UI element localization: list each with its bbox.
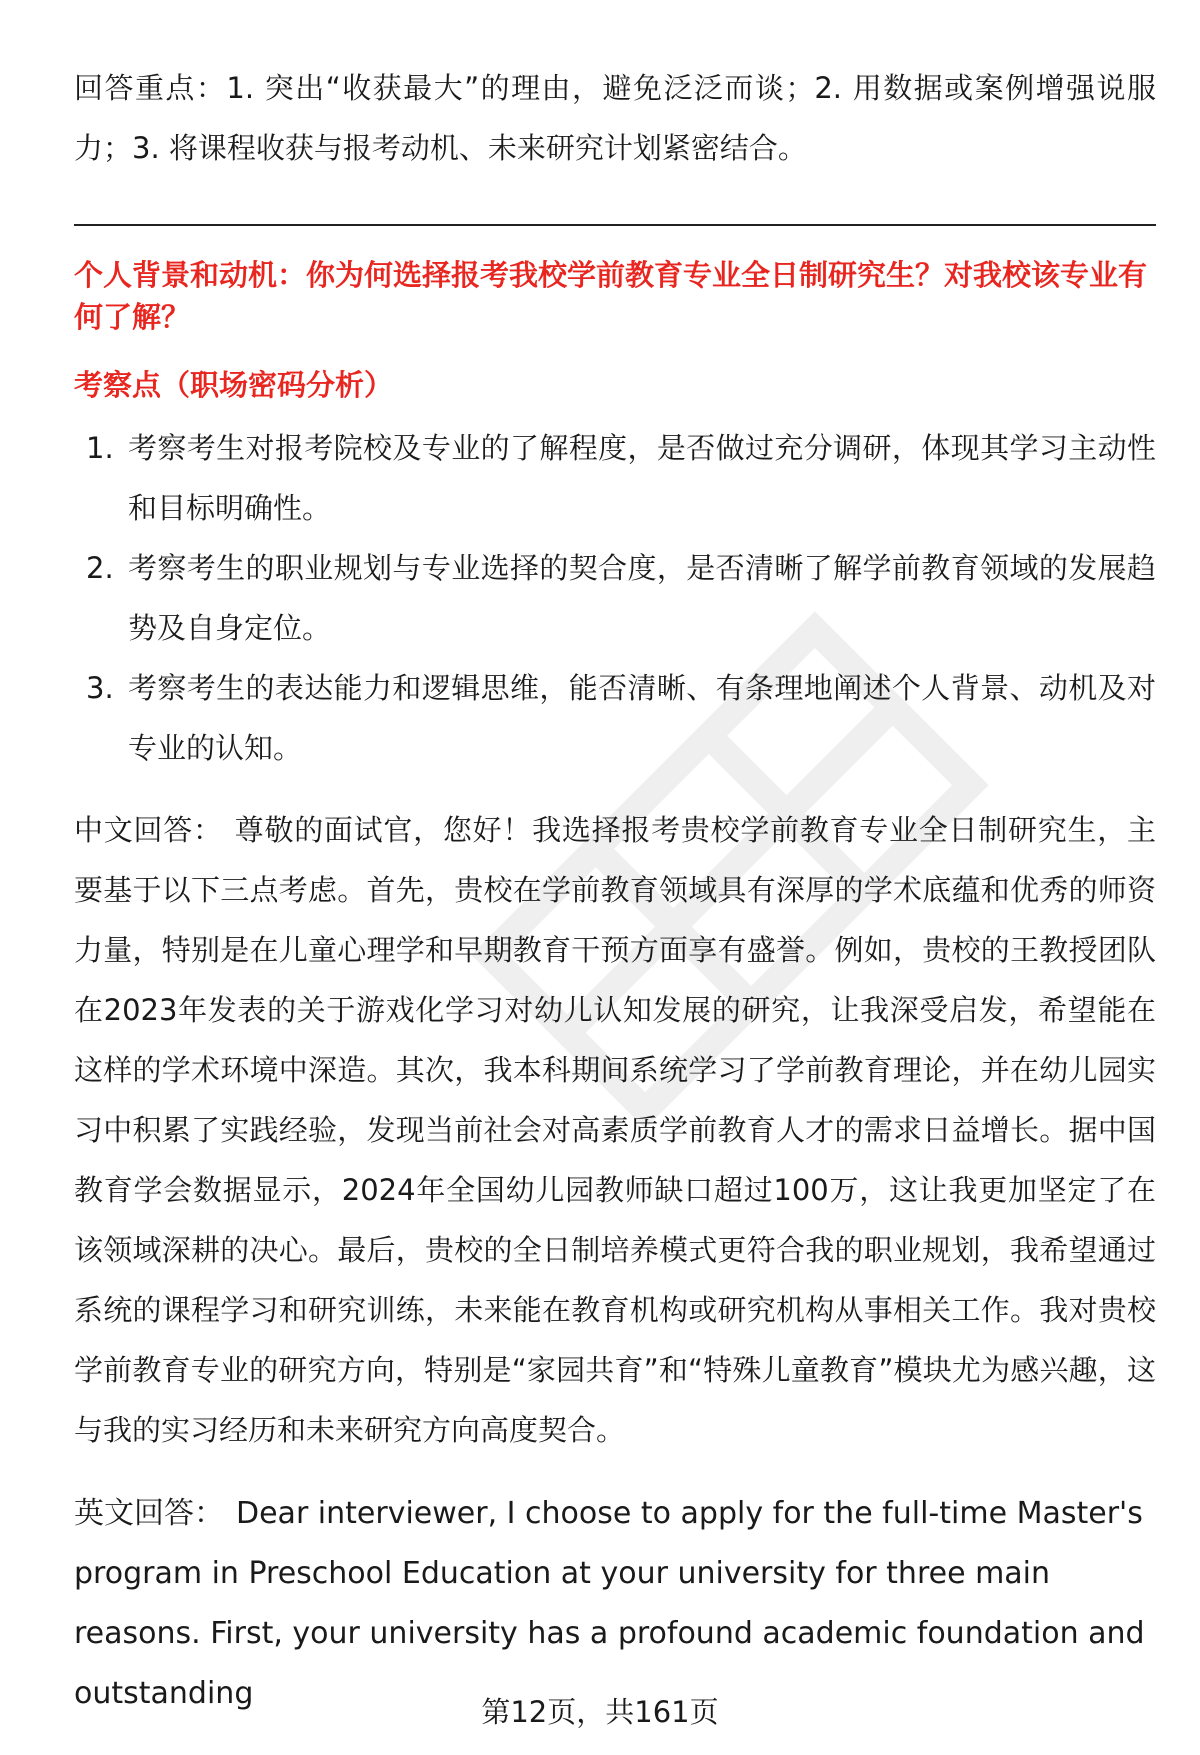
points-heading: 考察点（职场密码分析） [74, 368, 394, 402]
english-answer-text: Dear interviewer, I choose to apply for the full-time Master's program in Preschool Education at your university for three main reasons. First, your university has a profound academic foundation and outstanding [74, 1496, 1145, 1711]
list-item-text: 考察考生的职业规划与专业选择的契合度，是否清晰了解学前教育领域的发展趋势及自身定位。 [128, 551, 1156, 645]
english-answer-label: 英文回答： [74, 1496, 224, 1531]
english-answer [74, 1484, 1156, 1724]
list-item-text: 考察考生对报考院校及专业的了解程度，是否做过充分调研，体现其学习主动性和目标明确性。 [128, 431, 1156, 525]
question-title: 个人背景和动机：你为何选择报考我校学前教育专业全日制研究生？对我校该专业有何了解？ [74, 258, 1148, 334]
list-item-text: 考察考生的表达能力和逻辑思维，能否清晰、有条理地阐述个人背景、动机及对专业的认知。 [128, 671, 1156, 765]
page-number-footer: 第12页，共161页 [481, 1695, 719, 1729]
assessment-points-list [74, 418, 1156, 778]
list-item [74, 538, 1156, 658]
section-divider [74, 224, 1156, 226]
chinese-answer-text: 尊敬的面试官，您好！我选择报考贵校学前教育专业全日制研究生，主要基于以下三点考虑。首先，贵校在学前教育领域具有深厚的学术底蕴和优秀的师资力量，特别是在儿童心理学和早期教育干预方面享有盛誉。例如，贵校的王教授团队在2023年发表的关于游戏化学习对幼儿认知发展的研究，让我深受启发，希望能在这样的学术环境中深造。其次，我本科期间系统学习了学前教育理论，并在幼儿园实习中积累了实践经验，发现当前社会对高素质学前教育人才的需求日益增长。据中国教育学会数据显示，2024年全国幼儿园教师缺口超过100万，这让我更加坚定了在该领域深耕的决心。最后，贵校的全日制培养模式更符合我的职业规划，我希望通过系统的课程学习和研究训练，未来能在教育机构或研究机构从事相关工作。我对贵校学前教育专业的研究方向，特别是“家园共育”和“特殊儿童教育”模块尤为感兴趣，这与我的实习经历和未来研究方向高度契合。 [74, 813, 1156, 1447]
answer-focus-text: 回答重点：1. 突出“收获最大”的理由，避免泛泛而谈；2. 用数据或案例增强说服力；3. 将课程收获与报考动机、未来研究计划紧密结合。 [74, 71, 1156, 165]
list-item-number: 2. [86, 551, 114, 585]
list-item-number: 3. [86, 671, 114, 705]
document-page [74, 58, 1156, 1724]
list-item [74, 658, 1156, 778]
chinese-answer-label: 中文回答： [74, 813, 223, 847]
chinese-answer [74, 800, 1156, 1460]
list-item-number: 1. [86, 431, 114, 465]
list-item [74, 418, 1156, 538]
